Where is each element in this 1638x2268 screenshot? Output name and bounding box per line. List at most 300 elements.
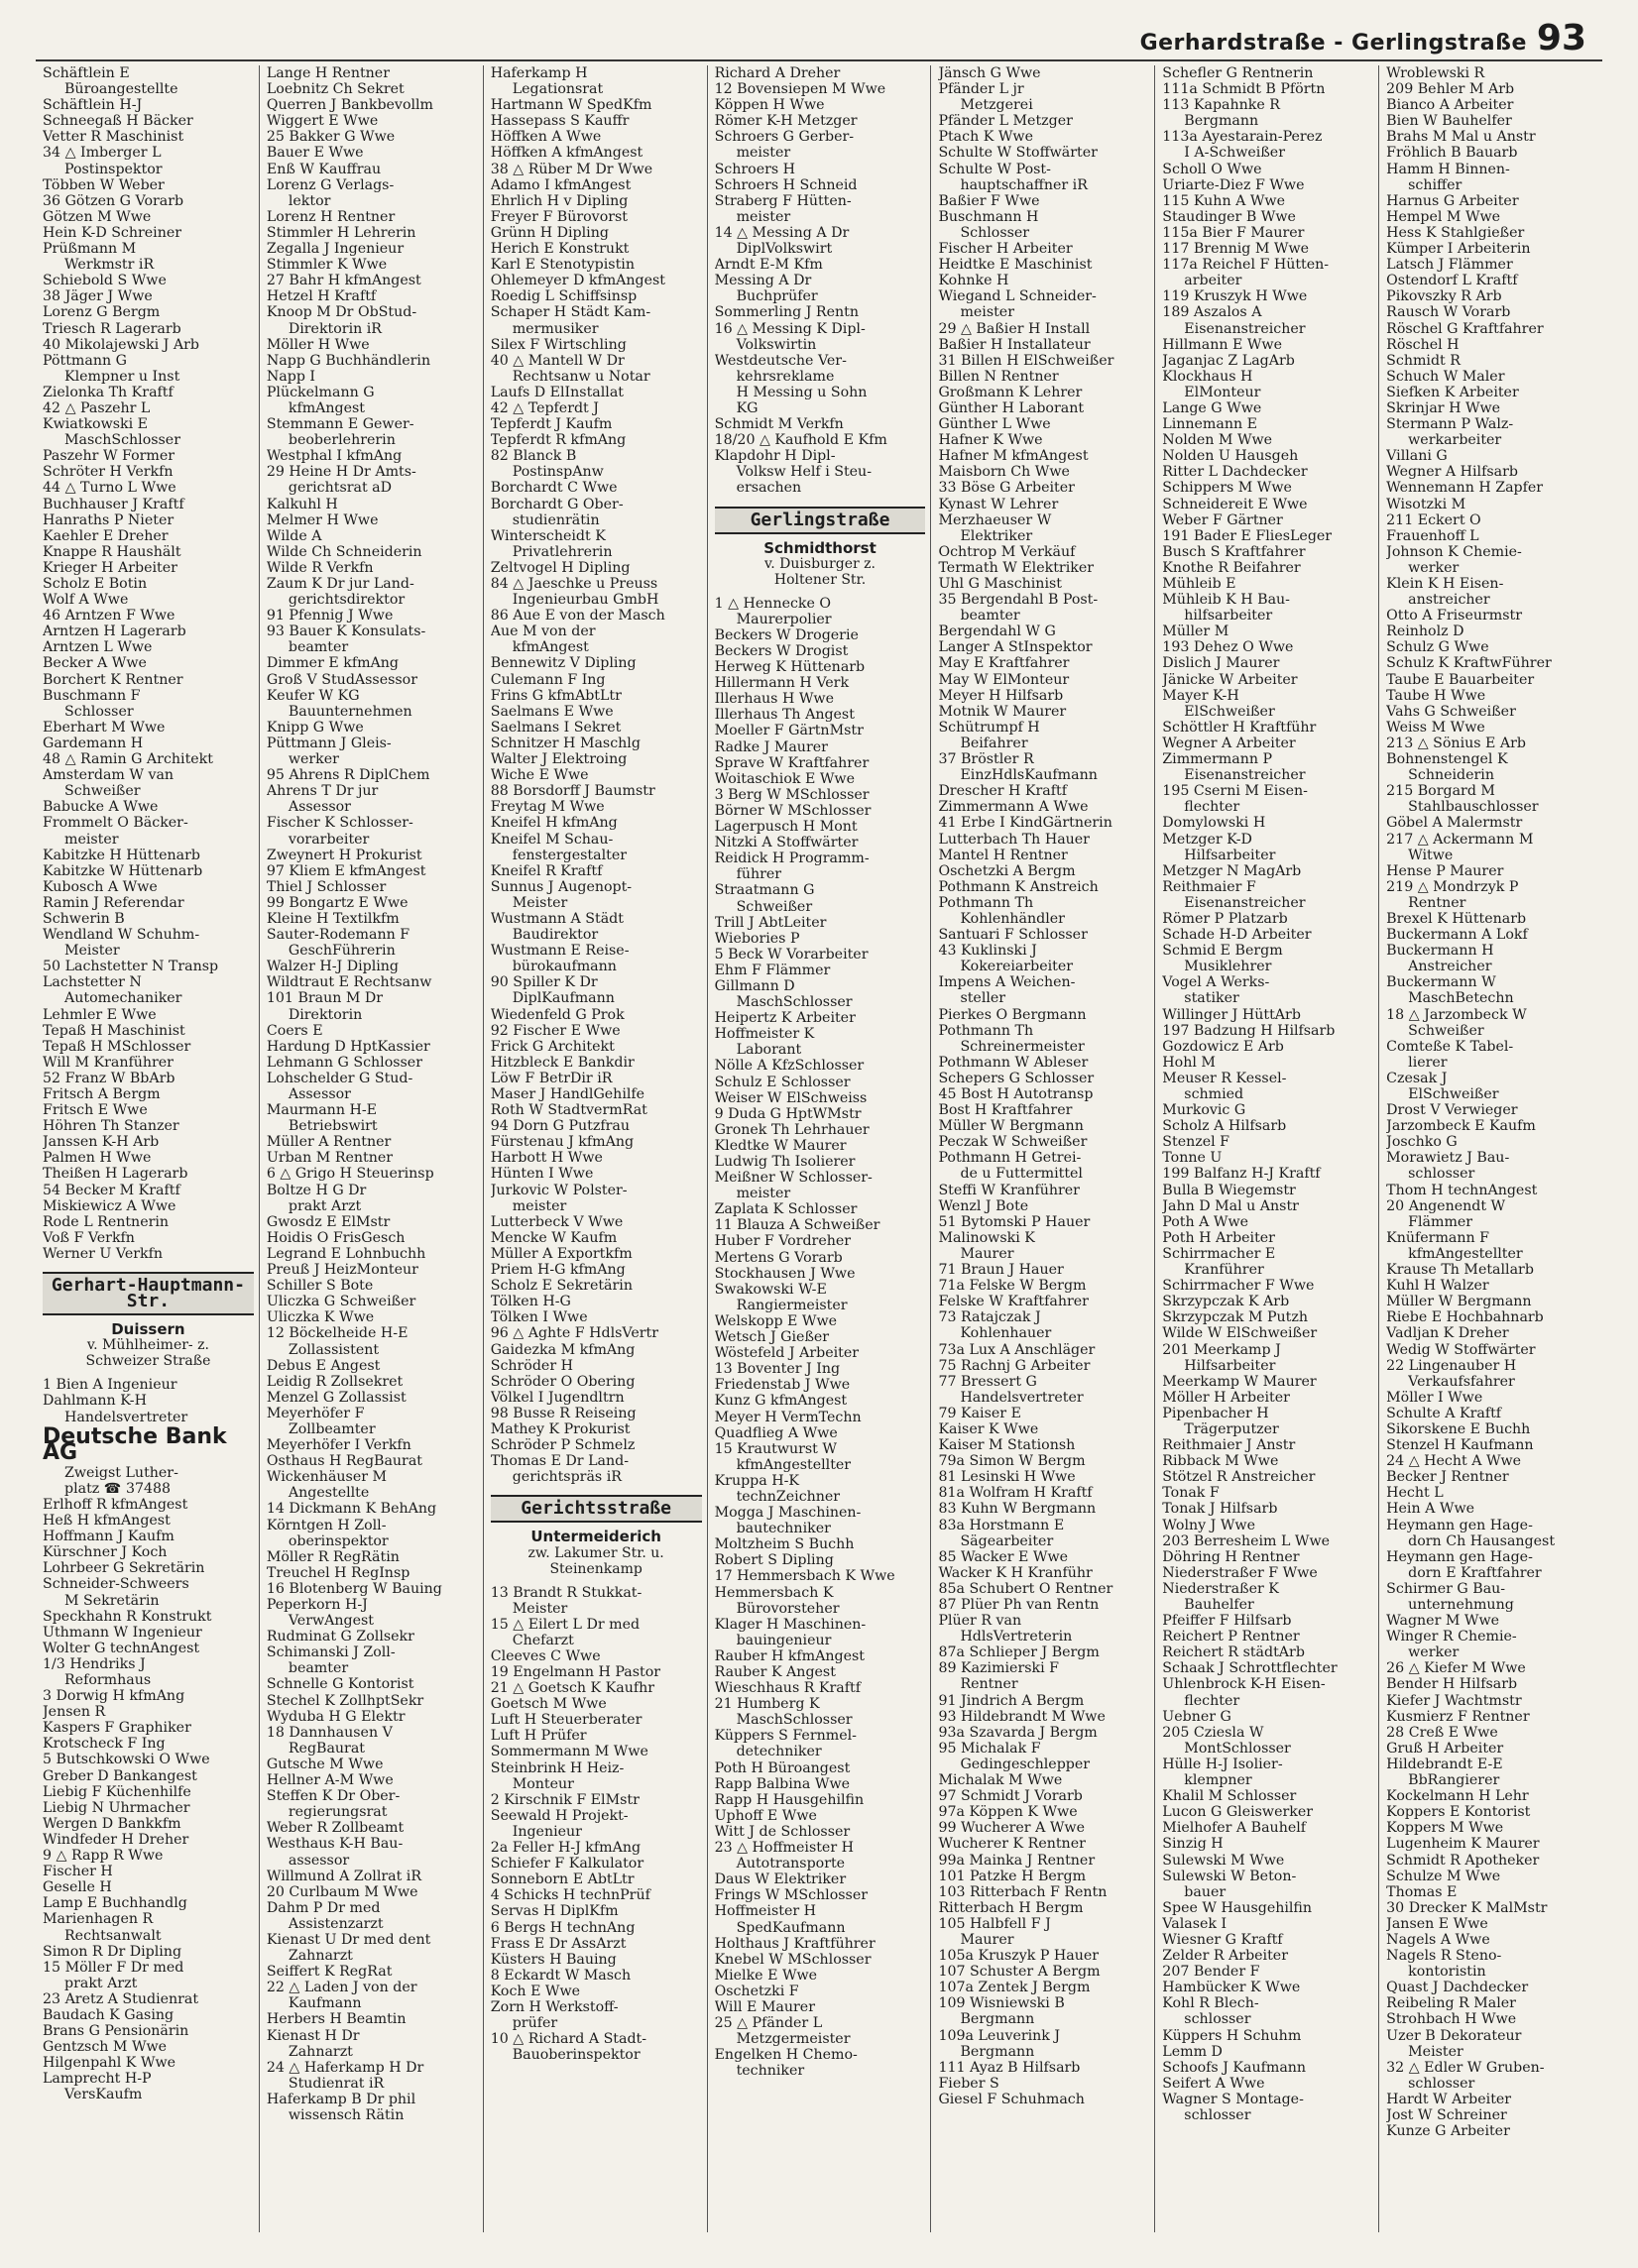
directory-entry: Frass E Dr AssArzt xyxy=(490,1935,627,1952)
directory-entry: 40 Mikolajewski J Arb xyxy=(43,336,199,353)
directory-entry: Tepferdt J Kaufm xyxy=(490,416,613,433)
directory-entry: Winger R Chemie- xyxy=(1386,1629,1517,1645)
directory-entry: Zimmermann P xyxy=(1162,751,1273,768)
directory-entry: Skrinjar H Wwe xyxy=(1386,399,1501,416)
directory-entry: Kürschner J Koch xyxy=(43,1544,168,1561)
directory-entry: Rentner xyxy=(1408,894,1466,911)
directory-entry: Möller I Wwe xyxy=(1386,1389,1483,1406)
directory-entry: Bauoberinspektor xyxy=(512,2047,641,2064)
directory-entry: beoberlehrerin xyxy=(288,432,396,449)
directory-entry: Koppers E Kontorist xyxy=(1386,1804,1531,1821)
directory-entry: Knothe R Beifahrer xyxy=(1162,559,1301,576)
directory-entry: 117 Brennig M Wwe xyxy=(1162,241,1310,258)
directory-entry: Krause Th Metallarb xyxy=(1386,1262,1534,1279)
directory-entry: Niederstraßer K xyxy=(1162,1580,1279,1597)
directory-entry: Cleeves C Wwe xyxy=(490,1647,601,1664)
column-5 xyxy=(930,65,1154,2232)
page-title: Gerhardstraße - Gerlingstraße xyxy=(1139,31,1527,56)
directory-entry: Lorenz G Verlags- xyxy=(266,176,395,193)
directory-entry: Mantel H Rentner xyxy=(938,847,1068,863)
directory-entry: Hanraths P Nieter xyxy=(43,511,175,528)
directory-entry: Fieber S xyxy=(938,2075,999,2092)
directory-entry: Hilgenpahl K Wwe xyxy=(43,2055,176,2072)
directory-entry: 13 Boventer J Ing xyxy=(714,1361,841,1378)
directory-entry: Lohschelder G Stud- xyxy=(266,1070,413,1086)
directory-entry: Freytag M Wwe xyxy=(490,799,605,816)
directory-entry: Tölken H-G xyxy=(490,1294,571,1310)
directory-entry: Staudinger B Wwe xyxy=(1162,208,1296,225)
directory-entry: 36 Götzen G Vorarb xyxy=(43,192,184,209)
directory-entry: Gutsche M Wwe xyxy=(266,1756,384,1772)
directory-entry: Bergmann xyxy=(960,2043,1035,2060)
directory-entry: Bohnenstengel K xyxy=(1386,751,1508,768)
directory-entry: Kuhl H Walzer xyxy=(1386,1278,1489,1295)
directory-entry: Jänicke W Arbeiter xyxy=(1162,671,1298,688)
directory-entry: 73 Ratajczak J xyxy=(938,1309,1041,1326)
directory-entry: Radke J Maurer xyxy=(714,738,828,755)
directory-entry: 195 Cserni M Eisen- xyxy=(1162,783,1308,800)
directory-entry: Wiegand L Schneider- xyxy=(938,288,1097,305)
directory-entry: Domylowski H xyxy=(1162,815,1266,832)
directory-entry: 23 Aretz A Studienrat xyxy=(43,1990,199,2007)
directory-entry: Ptach K Wwe xyxy=(938,129,1033,146)
directory-entry: Sommerling J Rentn xyxy=(714,304,859,321)
directory-entry: 91 Pfennig J Wwe xyxy=(266,608,394,624)
directory-entry: Giesel F Schuhmach xyxy=(938,2091,1085,2107)
directory-entry: Schwerin B xyxy=(43,910,125,927)
column-1-entries-3 xyxy=(43,1465,254,2103)
directory-entry: 21 △ Goetsch K Kaufhr xyxy=(490,1680,655,1697)
directory-entry: meister xyxy=(736,145,791,162)
directory-entry: Knoop M Dr ObStud- xyxy=(266,304,417,321)
directory-entry: Hafner M kfmAngest xyxy=(938,448,1089,465)
directory-entry: Westdeutsche Ver- xyxy=(714,352,847,369)
street-range-line: Holtener Str. xyxy=(773,571,867,588)
directory-entry: Kunz G kfmAngest xyxy=(714,1393,848,1410)
directory-entry: Hünten I Wwe xyxy=(490,1166,594,1183)
directory-entry: 111 Ayaz B Hilfsarb xyxy=(938,2059,1081,2076)
directory-entry: fenstergestalter xyxy=(512,847,627,863)
directory-entry: Hillermann H Verk xyxy=(714,675,850,692)
directory-entry: Schoofs J Kaufmann xyxy=(1162,2059,1307,2076)
directory-entry: hilfsarbeiter xyxy=(1184,608,1273,624)
directory-entry: Großmann K Lehrer xyxy=(938,384,1083,400)
directory-entry: Schulte W Post- xyxy=(938,161,1051,177)
directory-entry: Beckers W Drogerie xyxy=(714,626,859,643)
directory-entry: 2a Feller H-J kfmAng xyxy=(490,1840,642,1857)
directory-entry: Fürstenau J kfmAng xyxy=(490,1134,635,1151)
directory-entry: statiker xyxy=(1184,990,1239,1007)
directory-entry: Zegalla J Ingenieur xyxy=(266,241,405,258)
directory-entry: 85 Wacker E Wwe xyxy=(938,1548,1069,1565)
directory-entry: Knebel W MSchlosser xyxy=(714,1951,872,1968)
directory-entry: beamter xyxy=(288,639,349,656)
street-range xyxy=(715,556,926,588)
directory-entry: 1/3 Hendriks J xyxy=(43,1655,146,1672)
directory-entry: 99a Mainka J Rentner xyxy=(938,1852,1096,1869)
directory-entry: Schiebold S Wwe xyxy=(43,273,167,289)
column-6 xyxy=(1154,65,1378,2232)
directory-entry: 119 Kruszyk H Wwe xyxy=(1162,288,1308,305)
directory-entry: Wolter G technAngest xyxy=(43,1640,200,1656)
directory-entry: 98 Busse R Reiseing xyxy=(490,1405,637,1421)
directory-entry: Sulewski M Wwe xyxy=(1162,1852,1285,1869)
directory-entry: Kiefer J Wachtmstr xyxy=(1386,1692,1522,1709)
directory-entry: Buchprüfer xyxy=(736,288,818,305)
directory-entry: Oschetzki A Bergm xyxy=(938,862,1076,879)
directory-entry: 34 △ Imberger L xyxy=(43,145,162,162)
directory-entry: Kalkuhl H xyxy=(266,496,338,512)
directory-entry: Sinzig H xyxy=(1162,1836,1224,1853)
directory-entry: Schröder P Schmelz xyxy=(490,1437,636,1454)
directory-entry: Koch E Wwe xyxy=(490,1983,581,1999)
directory-entry: 93 Bauer K Konsulats- xyxy=(266,624,426,640)
directory-entry: Walzer H-J Dipling xyxy=(266,959,400,975)
directory-entry: Schulz K KraftwFührer xyxy=(1386,655,1552,672)
directory-entry: meister xyxy=(960,304,1014,321)
directory-entry: Wiche E Wwe xyxy=(490,767,589,784)
street-heading: Gerichtsstraße xyxy=(491,1495,702,1523)
directory-entry: 217 △ Ackermann M xyxy=(1386,831,1534,848)
directory-entry: 107a Zentek J Bergm xyxy=(938,1980,1091,1996)
directory-entry: Heipertz K Arbeiter xyxy=(714,1010,856,1027)
directory-entry: Lehmler E Wwe xyxy=(43,1006,157,1023)
directory-entry: Döhring H Rentner xyxy=(1162,1548,1300,1565)
directory-entry: Stimmler K Wwe xyxy=(266,257,388,274)
directory-entry: Pikovszky R Arb xyxy=(1386,288,1502,305)
directory-entry: Hohl M xyxy=(1162,1054,1216,1071)
directory-entry: 75 Rachnj G Arbeiter xyxy=(938,1357,1091,1374)
directory-entry: Moeller F GärtnMstr xyxy=(714,723,864,739)
directory-entry: Ingenieurbau GmbH xyxy=(512,592,659,609)
directory-entry: anstreicher xyxy=(1408,592,1490,609)
directory-entry: 71 Braun J Hauer xyxy=(938,1262,1064,1279)
directory-entry: Rauber K Angest xyxy=(714,1664,836,1680)
directory-entry: meister xyxy=(512,1197,567,1214)
directory-entry: 5 Beck W Vorarbeiter xyxy=(714,946,869,963)
directory-entry: Schnitzer H Maschlg xyxy=(490,735,641,751)
directory-entry: Janssen K-H Arb xyxy=(43,1134,160,1151)
directory-entry: Frick G Architekt xyxy=(490,1038,615,1055)
directory-entry: Erlhoff R kfmAngest xyxy=(43,1496,188,1513)
directory-entry: Knappe R Haushält xyxy=(43,543,181,560)
directory-entry: 90 Spiller K Dr xyxy=(490,974,598,991)
directory-entry: Wendland W Schuhm- xyxy=(43,927,200,944)
directory-entry: Reichert P Rentner xyxy=(1162,1629,1300,1645)
directory-entry: Kranführer xyxy=(1184,1262,1264,1279)
directory-entry: 38 △ Rüber M Dr Wwe xyxy=(490,161,653,177)
directory-entry: Wedig W Stoffwärter xyxy=(1386,1341,1536,1358)
directory-entry: Zweynert H Prokurist xyxy=(266,847,422,863)
column-4-entries-2 xyxy=(715,596,926,2080)
directory-entry: Bulla B Wiegemstr xyxy=(1162,1182,1296,1198)
directory-entry: Klager H Maschinen- xyxy=(714,1616,867,1633)
directory-entry: 41 Erbe I KindGärtnerin xyxy=(938,815,1112,832)
directory-entry: Lorenz H Rentner xyxy=(266,208,396,225)
directory-entry: 19 Engelmann H Pastor xyxy=(490,1664,661,1680)
directory-entry: Baßier H Installateur xyxy=(938,336,1091,353)
directory-entry: Höhren Th Stanzer xyxy=(43,1118,179,1135)
directory-entry: Wucherer K Rentner xyxy=(938,1836,1086,1853)
directory-entry: Speckhahn R Konstrukt xyxy=(43,1608,212,1625)
directory-entry: Lange H Rentner xyxy=(266,65,390,81)
directory-entry: Kunze G Arbeiter xyxy=(1386,2123,1510,2140)
street-range-line: Steinenkamp xyxy=(549,1560,643,1577)
directory-entry: Stahlbauschlosser xyxy=(1408,799,1539,816)
directory-entry: Dahlmann K-H xyxy=(43,1393,147,1410)
directory-entry: Schirrmacher E xyxy=(1162,1245,1276,1262)
directory-entry: Lutterbeck V Wwe xyxy=(490,1213,624,1230)
directory-entry: Zahnarzt xyxy=(288,1948,353,1965)
directory-entry: 22 Lingenauber H xyxy=(1386,1357,1517,1374)
directory-entry: Pfänder L jr xyxy=(938,81,1024,98)
directory-entry: 24 △ Haferkamp H Dr xyxy=(266,2059,424,2076)
directory-entry: Hein K-D Schreiner xyxy=(43,224,182,241)
directory-entry: Werkmstr iR xyxy=(64,257,155,274)
directory-entry: Richard A Dreher xyxy=(714,65,841,81)
directory-entry: Schirmer G Bau- xyxy=(1386,1580,1506,1597)
directory-entry: Bennewitz V Dipling xyxy=(490,655,637,672)
directory-entry: Assessor xyxy=(288,799,351,816)
directory-entry: Loebnitz Ch Sekret xyxy=(266,81,405,98)
directory-entry: Angestellte xyxy=(288,1485,370,1502)
directory-entry: Schmidt R Apotheker xyxy=(1386,1852,1540,1869)
directory-entry: Reidick H Programm- xyxy=(714,850,870,867)
directory-entry: Quast J Dachdecker xyxy=(1386,1980,1529,1996)
directory-entry: Krieger H Arbeiter xyxy=(43,559,177,576)
directory-entry: 88 Borsdorff J Baumstr xyxy=(490,783,655,800)
directory-entry: 197 Badzung H Hilfsarb xyxy=(1162,1022,1336,1039)
directory-entry: Gruß H Arbeiter xyxy=(1386,1740,1504,1757)
directory-entry: Hassepass S Kauffr xyxy=(490,113,630,130)
directory-entry: Hardung D HptKassier xyxy=(266,1038,430,1055)
directory-entry: Zorn H Werkstoff- xyxy=(490,1998,619,2015)
directory-entry: Schulz E Schlosser xyxy=(714,1074,851,1090)
directory-entry: 3 Berg W MSchlosser xyxy=(714,786,870,803)
directory-entry: Buchhauser J Kraftf xyxy=(43,496,184,512)
directory-entry: Stockhausen J Wwe xyxy=(714,1265,856,1282)
directory-entry: Straberg F Hütten- xyxy=(714,192,852,209)
directory-entry: Löw F BetrDir iR xyxy=(490,1070,613,1086)
directory-entry: 97 Schmidt J Vorarb xyxy=(938,1788,1083,1805)
directory-entry: 219 △ Mondrzyk P xyxy=(1386,878,1519,895)
street-heading: Gerlingstraße xyxy=(715,507,926,534)
directory-entry: schlosser xyxy=(1184,2107,1251,2123)
directory-entry: Kohl R Blech- xyxy=(1162,1995,1259,2012)
directory-entry: Linnemann E xyxy=(1162,416,1257,433)
directory-entry: Wilde W ElSchweißer xyxy=(1162,1325,1318,1342)
directory-entry: Hildebrandt E-E xyxy=(1386,1756,1503,1772)
directory-entry: Koppers M Wwe xyxy=(1386,1820,1504,1837)
directory-entry: Messing A Dr xyxy=(714,273,812,289)
directory-entry: Müller M xyxy=(1162,624,1229,640)
directory-entry: Amsterdam W van xyxy=(43,767,175,784)
directory-entry: Wiedenfeld G Prok xyxy=(490,1006,625,1023)
directory-entry: Latsch J Flämmer xyxy=(1386,257,1513,274)
directory-entry: Lorenz G Bergm xyxy=(43,304,161,321)
directory-entry: Morawietz J Bau- xyxy=(1386,1150,1510,1167)
directory-entry: Wyduba H G Elektr xyxy=(266,1708,406,1725)
directory-entry: Schulze M Wwe xyxy=(1386,1868,1501,1884)
directory-entry: Wolf A Wwe xyxy=(43,592,129,609)
directory-entry: KG xyxy=(736,399,759,416)
directory-entry: Uphoff E Wwe xyxy=(714,1807,817,1824)
directory-entry: Kleine H Textilkfm xyxy=(266,910,400,927)
district-heading: Schmidthorst xyxy=(763,538,877,557)
directory-entry: Jensen R xyxy=(43,1704,106,1721)
directory-entry: 5 Butschkowski O Wwe xyxy=(43,1752,210,1768)
directory-entry: studienrätin xyxy=(512,511,600,528)
directory-entry: Schulte W Stoffwärter xyxy=(938,145,1098,162)
directory-entry: flechter xyxy=(1184,799,1240,816)
directory-entry: Buckermann W xyxy=(1386,974,1496,991)
directory-entry: Bergmann xyxy=(960,2011,1035,2028)
directory-entry: Grünn H Dipling xyxy=(490,224,609,241)
column-4 xyxy=(707,65,931,2232)
directory-entry: Czesak J xyxy=(1386,1070,1448,1086)
directory-entry: Klein K H Eisen- xyxy=(1386,576,1504,592)
directory-entry: Comteße K Tabel- xyxy=(1386,1038,1514,1055)
directory-entry: Hecht L xyxy=(1386,1485,1444,1502)
directory-entry: Beifahrer xyxy=(960,735,1028,751)
directory-entry: Palmen H Wwe xyxy=(43,1150,152,1167)
directory-entry: Fritsch A Bergm xyxy=(43,1086,161,1102)
directory-entry: Willmund A Zollrat iR xyxy=(266,1868,422,1884)
directory-entry: Kusmierz F Rentner xyxy=(1386,1708,1530,1725)
directory-entry: Winterscheidt K xyxy=(490,527,606,544)
directory-entry: Tölken I Wwe xyxy=(490,1309,588,1326)
directory-entry: Willinger J HüttArb xyxy=(1162,1006,1301,1023)
directory-entry: 27 Bahr H kfmAngest xyxy=(266,273,421,289)
directory-entry: Zeltvogel H Dipling xyxy=(490,559,631,576)
directory-entry: 107 Schuster A Bergm xyxy=(938,1964,1101,1981)
directory-entry: Johnson K Chemie- xyxy=(1386,543,1522,560)
directory-entry: Illerhaus Th Angest xyxy=(714,707,855,724)
directory-entry: Krotscheck F Ing xyxy=(43,1736,166,1753)
firm-name: Deutsche Bank AG xyxy=(43,1423,227,1465)
directory-entry: Stechel K ZollhptSekr xyxy=(266,1692,424,1709)
directory-entry: wissensch Rätin xyxy=(288,2107,405,2123)
directory-entry: Kneifel R Kraftf xyxy=(490,862,603,879)
directory-entry: Schroers G Gerber- xyxy=(714,129,855,146)
directory-entry: Witt J de Schlosser xyxy=(714,1823,851,1840)
directory-entry: Robert S Dipling xyxy=(714,1552,834,1569)
directory-entry: meister xyxy=(736,208,791,225)
directory-entry: Fischer H xyxy=(43,1864,113,1880)
directory-entry: 105 Halbfell F J xyxy=(938,1915,1051,1932)
directory-entry: Querren J Bankbevollm xyxy=(266,97,434,114)
directory-entry: Hoffmeister H xyxy=(714,1903,817,1920)
street-range-line: v. Duisburger z. xyxy=(764,555,876,572)
directory-entry: Poth H Arbeiter xyxy=(1162,1229,1275,1246)
directory-entry: Volkswirtin xyxy=(736,336,817,353)
directory-entry: Frings W MSchlosser xyxy=(714,1887,868,1904)
directory-entry: Betriebswirt xyxy=(288,1118,378,1135)
directory-entry: Wustmann E Reise- xyxy=(490,943,630,960)
directory-entry: Baßier F Wwe xyxy=(938,192,1040,209)
directory-entry: 32 △ Edler W Gruben- xyxy=(1386,2059,1545,2076)
directory-entry: Wetsch J Gießer xyxy=(714,1329,830,1346)
directory-entry: platz ☎ 37488 xyxy=(64,1480,172,1497)
directory-entry: Walter J Elektroing xyxy=(490,751,628,768)
column-4-entries xyxy=(715,65,926,497)
directory-entry: Becker A Wwe xyxy=(43,655,147,672)
directory-entry: Pfeiffer F Hilfsarb xyxy=(1162,1613,1292,1630)
directory-entry: Völkel I Jugendltrn xyxy=(490,1389,625,1406)
directory-entry: kontoristin xyxy=(1408,1964,1486,1981)
directory-entry: Weiss M Wwe xyxy=(1386,719,1485,736)
directory-entry: Heidtke E Maschinist xyxy=(938,257,1093,274)
directory-entry: 115a Bier F Maurer xyxy=(1162,224,1305,241)
directory-entry: MaschSchlosser xyxy=(64,432,180,449)
directory-entry: Metzger K-D xyxy=(1162,831,1252,848)
directory-entry: Hess K Stahlgießer xyxy=(1386,224,1525,241)
directory-entry: M Sekretärin xyxy=(64,1592,160,1609)
directory-entry: 37 Bröstler R xyxy=(938,751,1034,768)
directory-entry: Schiller S Bote xyxy=(266,1278,374,1295)
directory-entry: 30 Drecker K MalMstr xyxy=(1386,1899,1548,1916)
directory-entry: Saelmans I Sekret xyxy=(490,719,622,736)
directory-entry: Wöstefeld J Arbeiter xyxy=(714,1345,860,1362)
directory-entry: Hellner A-M Wwe xyxy=(266,1772,394,1789)
directory-entry: Müller A Rentner xyxy=(266,1134,392,1151)
directory-entry: Engelken H Chemo- xyxy=(714,2047,858,2064)
directory-entry: Pothmann H Getrei- xyxy=(938,1150,1082,1167)
directory-entry: Dahm P Dr med xyxy=(266,1899,381,1916)
directory-entry: Kienast U Dr med dent xyxy=(266,1931,431,1948)
directory-entry: Villani G xyxy=(1386,448,1448,465)
directory-entry: Mogga J Maschinen- xyxy=(714,1505,862,1522)
directory-entry: Rauber H kfmAngest xyxy=(714,1647,865,1664)
directory-entry: Göbel A Malermstr xyxy=(1386,815,1523,832)
column-2-entries xyxy=(267,65,478,2123)
directory-entry: Reformhaus xyxy=(64,1672,152,1688)
directory-entry: BbRangierer xyxy=(1408,1772,1500,1789)
directory-entry: Nolden U Hausgeh xyxy=(1162,448,1299,465)
directory-entry: Triesch R Lagerarb xyxy=(43,320,181,337)
directory-entry: Arntzen L Wwe xyxy=(43,639,153,656)
directory-entry: Uzer B Dekorateur xyxy=(1386,2027,1522,2044)
directory-entry: Volksw Helf i Steu- xyxy=(736,464,872,481)
directory-entry: prüfer xyxy=(512,2015,558,2032)
directory-entry: Zaum K Dr jur Land- xyxy=(266,576,414,592)
directory-entry: Wilde R Verkfn xyxy=(266,559,374,576)
directory-entry: Harbott H Wwe xyxy=(490,1150,603,1167)
directory-entry: Witwe xyxy=(1408,847,1454,863)
directory-entry: Termath W Elektriker xyxy=(938,559,1095,576)
directory-entry: Hetzel H Kraftf xyxy=(266,288,377,305)
directory-entry: 83a Horstmann E xyxy=(938,1517,1065,1533)
directory-entry: Nagels R Steno- xyxy=(1386,1948,1502,1965)
directory-entry: HdlsVertreterin xyxy=(960,1629,1073,1645)
directory-entry: Quadflieg A Wwe xyxy=(714,1424,838,1441)
directory-entry: bautechniker xyxy=(736,1521,831,1537)
directory-entry: Schneidereit E Wwe xyxy=(1162,496,1308,512)
directory-entry: Wegner A Hilfsarb xyxy=(1386,464,1518,481)
directory-entry: dorn E Kraftfahrer xyxy=(1408,1564,1542,1581)
directory-entry: Schepers G Schlosser xyxy=(938,1070,1095,1086)
directory-entry: Frauenhoff L xyxy=(1386,527,1479,544)
directory-entry: Rechtsanw u Notar xyxy=(512,368,650,385)
directory-entry: Schefler G Rentnerin xyxy=(1162,65,1314,81)
directory-entry: 17 Hemmersbach K Wwe xyxy=(714,1568,895,1585)
directory-entry: Schneiderin xyxy=(1408,767,1494,784)
directory-entry: Geselle H xyxy=(43,1879,112,1896)
directory-entry: Joschko G xyxy=(1386,1134,1458,1151)
directory-entry: Möller R RegRätin xyxy=(266,1548,400,1565)
directory-entry: Trägerputzer xyxy=(1184,1420,1279,1437)
directory-entry: Maurer xyxy=(960,1931,1014,1948)
